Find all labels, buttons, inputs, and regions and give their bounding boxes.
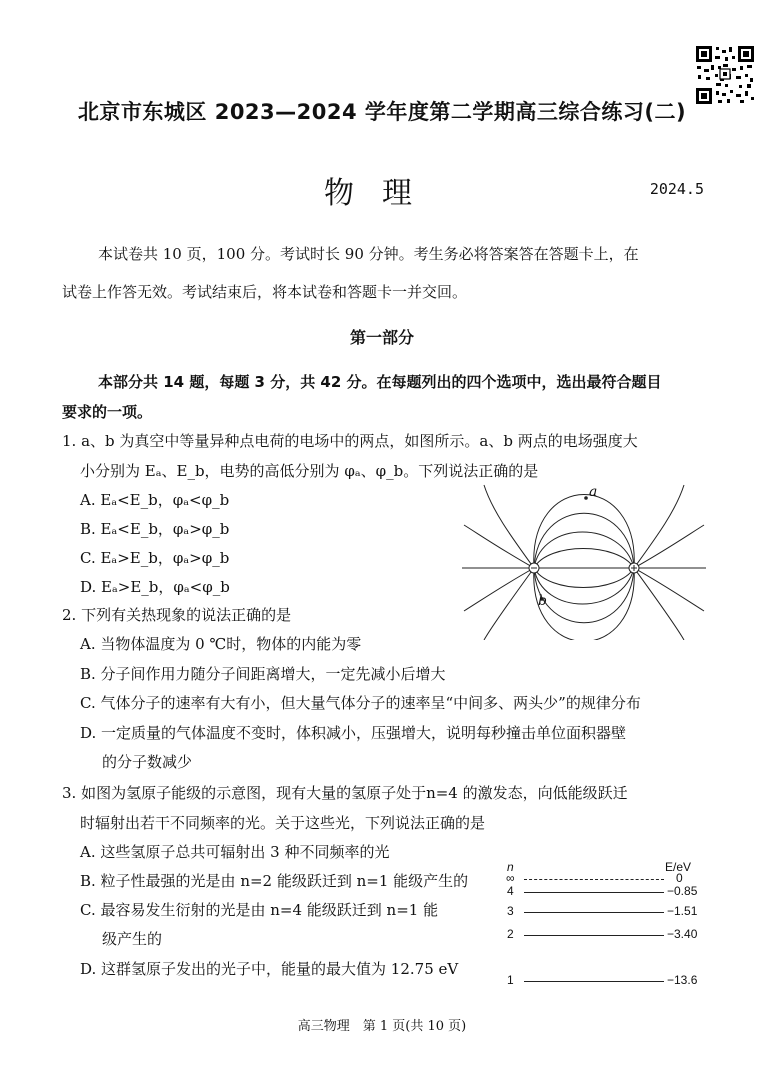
q1-option-b: B. Eₐ<E_b，φₐ>φ_b bbox=[80, 520, 230, 538]
level-n-1: 1 bbox=[507, 973, 514, 987]
level-n-3: 3 bbox=[507, 904, 514, 918]
point-a-label: a bbox=[589, 484, 598, 500]
level-line-1 bbox=[524, 981, 664, 982]
section-instruction-2: 要求的一项。 bbox=[62, 403, 153, 421]
level-line-4 bbox=[524, 892, 664, 893]
q3-option-a: A. 这些氢原子总共可辐射出 3 种不同频率的光 bbox=[80, 843, 390, 861]
q1-stem-1: 1. a、b 为真空中等量异种点电荷的电场中的两点，如图所示。a、b 两点的电场强度大 bbox=[62, 432, 638, 450]
level-e-3: −1.51 bbox=[667, 904, 698, 918]
q1-option-a: A. Eₐ<E_b，φₐ<φ_b bbox=[80, 491, 230, 509]
section-title: 第一部分 bbox=[349, 328, 414, 347]
level-e-header: E/eV bbox=[665, 860, 692, 874]
level-line-3 bbox=[524, 912, 664, 913]
section-instruction-1: 本部分共 14 题，每题 3 分，共 42 分。在每题列出的四个选项中，选出最符合题目 bbox=[98, 373, 662, 391]
level-n-header: n bbox=[507, 860, 514, 874]
intro-line-2: 试卷上作答无效。考试结束后，将本试卷和答题卡一并交回。 bbox=[62, 283, 468, 301]
level-n-2: 2 bbox=[507, 927, 514, 941]
q2-stem: 2. 下列有关热现象的说法正确的是 bbox=[62, 606, 292, 624]
level-e-2: −3.40 bbox=[667, 927, 698, 941]
level-line-inf bbox=[524, 879, 664, 880]
level-e-1: −13.6 bbox=[667, 973, 698, 987]
point-b-label: b bbox=[538, 593, 547, 609]
q1-option-d: D. Eₐ>E_b，φₐ<φ_b bbox=[80, 578, 230, 596]
q2-option-d: D. 一定质量的气体温度不变时，体积减小，压强增大，说明每秒撞击单位面积器壁 bbox=[80, 724, 627, 742]
page-footer: 高三物理 第 1 页(共 10 页) bbox=[297, 1019, 467, 1034]
exam-date: 2024.5 bbox=[649, 180, 704, 198]
q2-option-c: C. 气体分子的速率有大有小，但大量气体分子的速率呈“中间多、两头少”的规律分布 bbox=[80, 694, 641, 712]
intro-line-1: 本试卷共 10 页，100 分。考试时长 90 分钟。考生务必将答案答在答题卡上，在 bbox=[98, 245, 639, 263]
subject-title: 物理 bbox=[324, 176, 440, 211]
level-n-4: 4 bbox=[507, 884, 514, 898]
q2-option-b: B. 分子间作用力随分子间距离增大，一定先减小后增大 bbox=[80, 665, 446, 683]
q2-option-a: A. 当物体温度为 0 ℃时，物体的内能为零 bbox=[80, 635, 362, 653]
level-e-inf: 0 bbox=[676, 871, 683, 885]
exam-title: 北京市东城区 2023—2024 学年度第二学期高三综合练习(二) bbox=[77, 100, 687, 124]
level-line-2 bbox=[524, 935, 664, 936]
q1-option-c: C. Eₐ>E_b，φₐ>φ_b bbox=[80, 549, 230, 567]
q3-option-c: C. 最容易发生衍射的光是由 n=4 能级跃迁到 n=1 能 bbox=[80, 901, 439, 919]
q3-option-d: D. 这群氢原子发出的光子中，能量的最大值为 12.75 eV bbox=[80, 960, 459, 978]
q3-option-c-cont: 级产生的 bbox=[102, 930, 163, 948]
q1-stem-2: 小分别为 Eₐ、E_b，电势的高低分别为 φₐ、φ_b。下列说法正确的是 bbox=[80, 462, 539, 480]
q3-option-b: B. 粒子性最强的光是由 n=2 能级跃迁到 n=1 能级产生的 bbox=[80, 872, 469, 890]
level-n-inf: ∞ bbox=[506, 871, 515, 885]
q3-stem-2: 时辐射出若干不同频率的光。关于这些光，下列说法正确的是 bbox=[80, 814, 486, 832]
electric-field-figure bbox=[462, 480, 706, 640]
q2-option-d-cont: 的分子数减少 bbox=[102, 753, 193, 771]
level-e-4: −0.85 bbox=[667, 884, 698, 898]
q3-stem-1: 3. 如图为氢原子能级的示意图，现有大量的氢原子处于n=4 的激发态，向低能级跃迁 bbox=[62, 784, 628, 802]
